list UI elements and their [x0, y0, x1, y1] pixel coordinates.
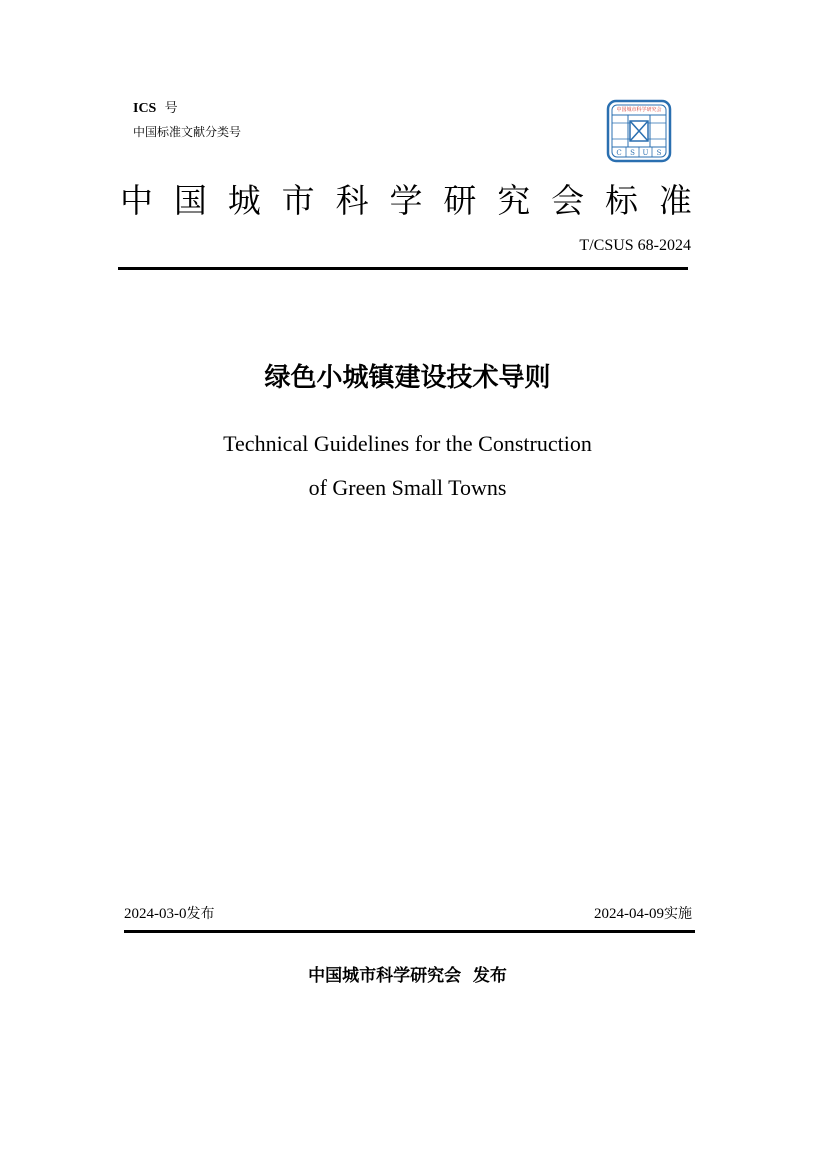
bottom-divider	[124, 930, 695, 933]
org-title-char: 国	[173, 181, 207, 220]
ics-label: ICS	[133, 101, 157, 116]
org-title-char: 科	[335, 181, 369, 220]
document-title-en-line2: of Green Small Towns	[308, 475, 507, 500]
document-title-en-line1: Technical Guidelines for the Construction	[223, 431, 592, 456]
org-title-char: 标	[605, 181, 639, 220]
publisher: 中国城市科学研究会 发布	[308, 966, 507, 986]
publish-label: 发布	[186, 906, 215, 922]
org-title-char: 中	[120, 181, 153, 220]
organization-standard-title	[120, 178, 692, 224]
standard-number: T/CSUS 68-2024	[579, 237, 691, 254]
csus-logo	[606, 99, 672, 163]
org-title-char: 市	[281, 181, 315, 220]
logo-letter: S	[630, 149, 635, 157]
org-title-char: 城	[227, 181, 261, 220]
implement-date-value: 2024-04-09	[594, 906, 664, 922]
top-divider	[118, 267, 688, 270]
publish-date	[124, 904, 215, 924]
implement-label: 实施	[664, 906, 692, 922]
logo-letter: C	[616, 149, 622, 157]
ccs-code: 中国标准文献分类号	[133, 125, 242, 139]
logo-arc-text: 中国城市科学研究会	[616, 107, 662, 113]
logo-letter: U	[642, 149, 649, 157]
org-title-char: 究	[497, 181, 531, 220]
org-title-char: 会	[551, 181, 585, 220]
org-title-char: 学	[389, 181, 423, 220]
implement-date	[594, 904, 692, 924]
publish-date-value: 2024-03-0	[124, 906, 187, 922]
org-title-char: 准	[658, 181, 692, 220]
document-title-cn: 绿色小城镇建设技术导则	[264, 363, 551, 393]
ics-suffix: 号	[164, 101, 178, 116]
ics-code	[133, 100, 178, 118]
logo-letter: S	[656, 149, 662, 157]
org-title-char: 研	[443, 181, 477, 220]
